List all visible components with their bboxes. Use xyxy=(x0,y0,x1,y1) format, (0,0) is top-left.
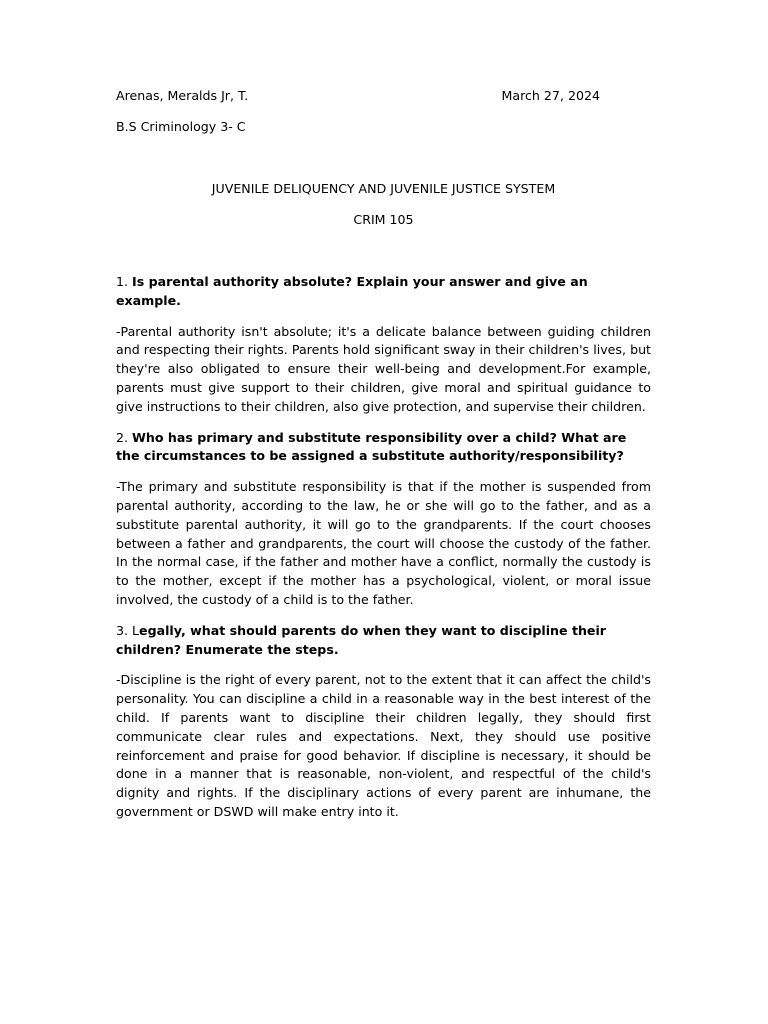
course-code: CRIM 105 xyxy=(353,212,414,227)
document-date: March 27, 2024 xyxy=(501,88,600,103)
answer-3: -Discipline is the right of every parent, not to the extent that it can affect the child's personality. You can discipline a child in a reasonable way in the best interest of the child. If parents want to discipline their children legally, they should first communicate clear rules and expectations. Next, they should use positive reinforcement and praise for good behavior. If discipline is necessary, it should be done in a manner that is reasonable, non-violent, and respectful of the child's dignity and rights. If the disciplinary actions of every parent are inhumane, the government or DSWD will make entry into it. xyxy=(116,672,651,819)
question-number: 3. L xyxy=(116,622,140,638)
author-name: Arenas, Meralds Jr, T. xyxy=(116,88,249,103)
answer-2: -The primary and substitute responsibility is that if the mother is suspended from parental authority, according to the law, he or she will go to the father, and as a substitute parental authority, it will go to the grandparents. If the court chooses between a father and grandparents, the court will choose the custody of the father. In the normal case, if the father and mother have a conflict, normally the custody is to the mother, except if the mother has a psychological, violent, or moral issue involved, the custody of a child is to the father. xyxy=(116,479,651,607)
document-body xyxy=(116,273,651,834)
question-1 xyxy=(116,273,651,311)
course-section: B.S Criminology 3- C xyxy=(116,119,246,134)
answer-1: -Parental authority isn't absolute; it's a delicate balance between guiding children and respecting their rights. Parents hold significant sway in their children's lives, but they're also obligated to ensure their well-being and development.For example, parents must give support to their children, give moral and spiritual guidance to give instructions to their children, also give protection, and supervise their children. xyxy=(116,323,651,414)
question-3 xyxy=(116,622,651,660)
question-text: egally, what should parents do when they want to discipline their children? Enumerate the steps. xyxy=(116,622,606,657)
question-text: Who has primary and substitute responsibility over a child? What are the circumstances to be assigned a substitute authority/responsibility? xyxy=(116,429,627,464)
question-2 xyxy=(116,429,651,467)
question-text: Is parental authority absolute? Explain your answer and give an example. xyxy=(116,274,588,308)
question-number: 2. xyxy=(116,429,133,445)
document-title: JUVENILE DELIQUENCY AND JUVENILE JUSTICE SYSTEM xyxy=(211,181,556,196)
question-number: 1. xyxy=(116,274,133,289)
